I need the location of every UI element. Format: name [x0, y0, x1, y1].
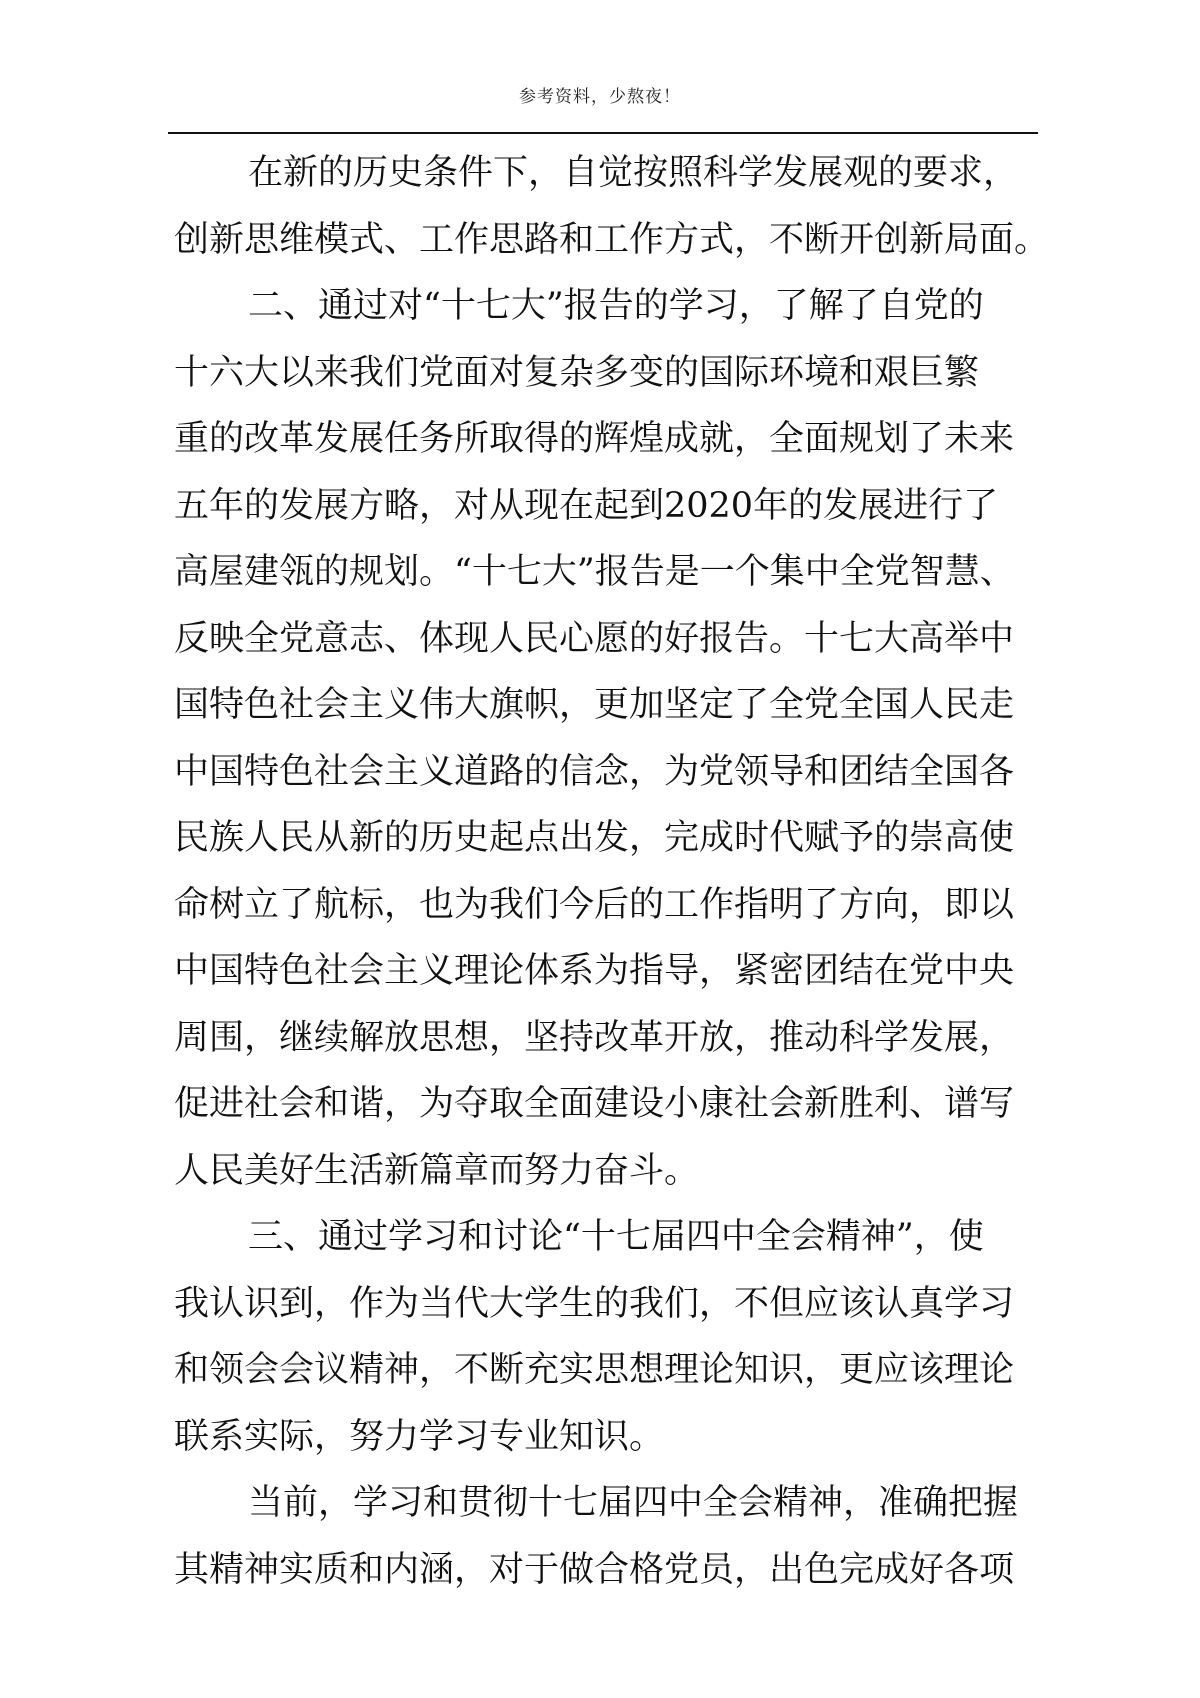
page-header: 参考资料，少熬夜！: [519, 87, 681, 107]
text-line: 二、通过对“十七大”报告的学习，了解了自党的: [248, 286, 984, 326]
text-line: 三、通过学习和讨论“十七届四中全会精神”，使: [248, 1217, 984, 1257]
text-line: 中国特色社会主义道路的信念，为党领导和团结全国各: [174, 751, 1015, 792]
text-line: 民族人民从新的历史起点出发，完成时代赋予的崇高使: [174, 818, 1015, 858]
text-line: 十六大以来我们党面对复杂多变的国际环境和艰巨繁: [174, 352, 980, 393]
text-line: 在新的历史条件下，自觉按照科学发展观的要求，: [248, 153, 1019, 193]
text-line: 创新思维模式、工作思路和工作方式，不断开创新局面。: [174, 219, 1050, 260]
header-divider: [168, 132, 1038, 134]
text-line: 中国特色社会主义理论体系为指导，紧密团结在党中央: [174, 951, 1015, 991]
text-line: 和领会会议精神，不断充实思想理论知识，更应该理论: [174, 1350, 1015, 1390]
text-line: 联系实际，努力学习专业知识。: [174, 1416, 665, 1457]
text-line: 反映全党意志、体现人民心愿的好报告。十七大高举中: [174, 618, 1015, 659]
text-line: 我认识到，作为当代大学生的我们，不但应该认真学习: [174, 1283, 1015, 1324]
text-line: 当前，学习和贯彻十七届四中全会精神，准确把握: [248, 1483, 1019, 1523]
text-line: 促进社会和谐，为夺取全面建设小康社会新胜利、谱写: [174, 1084, 1015, 1124]
text-line: 周围，继续解放思想，坚持改革开放，推动科学发展，: [174, 1017, 1015, 1058]
text-line: 命树立了航标，也为我们今后的工作指明了方向，即以: [174, 884, 1015, 925]
text-line: 高屋建瓴的规划。“十七大”报告是一个集中全党智慧、: [174, 552, 1015, 592]
text-line: 重的改革发展任务所取得的辉煌成就，全面规划了未来: [174, 419, 1015, 459]
body-text: [174, 140, 1050, 1603]
text-line: 五年的发展方略，对从现在起到2020年的发展进行了: [174, 485, 999, 526]
text-line: 其精神实质和内涵，对于做合格党员，出色完成好各项: [174, 1549, 1015, 1590]
text-line: 人民美好生活新篇章而努力奋斗。: [174, 1150, 700, 1191]
text-line: 国特色社会主义伟大旗帜，更加坚定了全党全国人民走: [174, 685, 1015, 725]
